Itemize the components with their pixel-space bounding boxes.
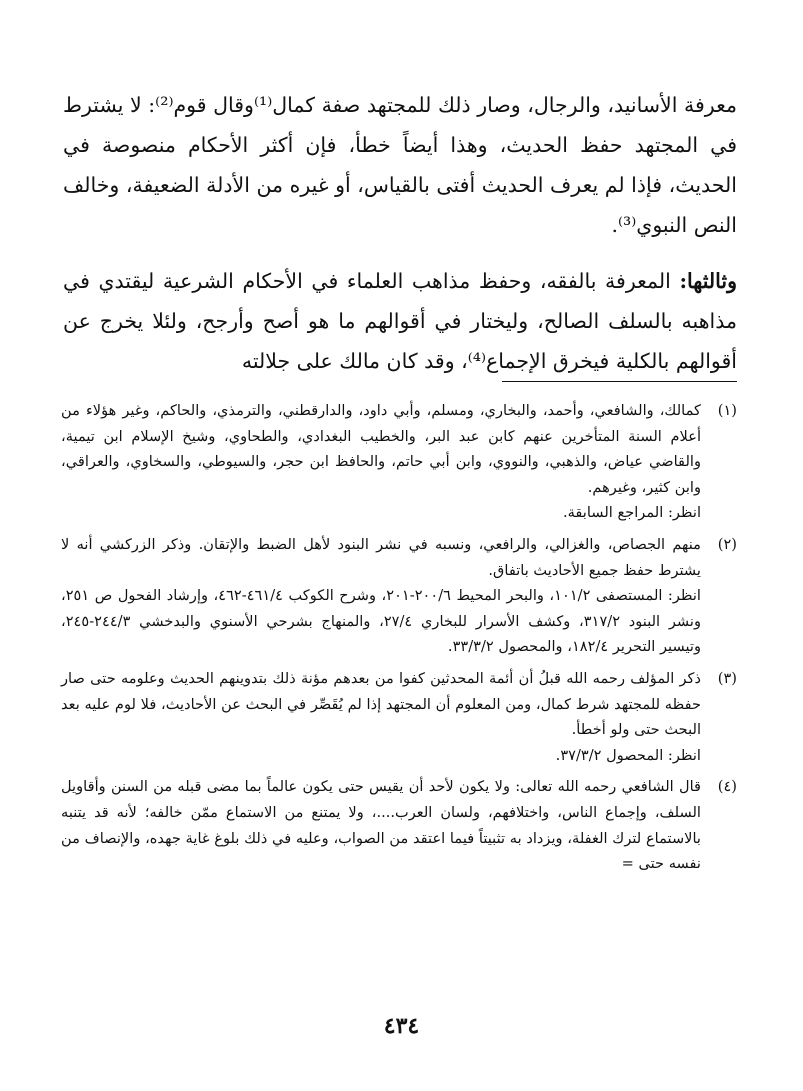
footnote-4 bbox=[61, 774, 737, 876]
footnote-2 bbox=[61, 532, 737, 660]
footnote-number: (٤) bbox=[717, 778, 737, 796]
footnotes bbox=[61, 398, 737, 883]
footnote-number: (٣) bbox=[717, 669, 737, 687]
footnote-text: كمالك، والشافعي، وأحمد، والبخاري، ومسلم، وأبي داود، والدارقطني، والترمذي، والحاكم، وغير هؤلاء من أعلام السنة المتأخرين عنهم كابن عبد البر، والخطيب البغدادي، والطحاوي، وشيخ الإسلام ابن تيمية، والقاضي عياض، والذهبي، والنووي، وابن أبي حاتم، والحافظ ابن حجر، والسيوطي، والسخاوي، والعراقي، وابن كثير، وغيرهم. bbox=[61, 402, 701, 496]
paragraph-1: معرفة الأسانيد، والرجال، وصار ذلك للمجتهد صفة كمال⁽¹⁾وقال قوم⁽²⁾: لا يشترط في المجتهد حفظ الحديث، وهذا أيضاً خطأ، فإن أكثر الأحكام منصوصة في الحديث، فإذا لم يعرف الحديث أفتى بالقياس، أو غيره من الأدلة الضعيفة، وخالف النص النبوي⁽³⁾. bbox=[63, 93, 737, 237]
main-text bbox=[63, 85, 737, 381]
footnote-text: قال الشافعي رحمه الله تعالى: ولا يكون لأحد أن يقيس حتى يكون عالماً بما مضى قبله من السنن وأقاويل السلف، وإجماع الناس، واختلافهم، ولسان العرب....، ولا يمتنع من الاستماع ممّن خالفه؛ لأنه قد يتنبه بالاستماع لترك الغفلة، ويزداد به تثبيتاً فيما اعتقد من الصواب، وعليه في ذلك بلوغ غاية جهده، والإنصاف من نفسه حتى = bbox=[61, 778, 701, 873]
footnote-reference: انظر: المراجع السابقة. bbox=[562, 504, 701, 522]
footnote-number: (٢) bbox=[717, 535, 737, 553]
footnote-separator bbox=[502, 381, 737, 382]
paragraph-2-text: المعرفة بالفقه، وحفظ مذاهب العلماء في الأحكام الشرعية ليقتدي في مذاهبه بالسلف الصالح، وليختار في أقوالهم ما هو أصح وأرجح، ولئلا يخرج عن أقوالهم بالكلية فيخرق الإجماع⁽⁴⁾، وقد كان مالك على جلالته bbox=[63, 269, 737, 373]
page-number: ٤٣٤ bbox=[383, 1013, 420, 1039]
footnote-reference: انظر: المستصفى ١٠١/٢، والبحر المحيط ٢٠٠/٦-٢٠١، وشرح الكوكب ٤٦١/٤-٤٦٢، وإرشاد الفحول ص ٢٥١، ونشر البنود ٣١٧/٢، وكشف الأسرار للبخاري ٢٧/٤، والمنهاج بشرحي الأسنوي والبدخشي ٢٤٤/٣-٢٤٥، وتيسير التحرير ١٨٢/٤، والمحصول ٣٣/٣/٢. bbox=[61, 587, 702, 656]
footnote-text: منهم الجصاص، والغزالي، والرافعي، ونسبه في نشر البنود لأهل الضبط والإتقان. وذكر الزركشي أنه لا يشترط حفظ جميع الأحاديث باتفاق. bbox=[61, 535, 701, 579]
footnote-number: (١) bbox=[717, 402, 737, 419]
footnote-reference: انظر: المحصول ٣٧/٣/٢. bbox=[555, 746, 701, 764]
footnote-text: ذكر المؤلف رحمه الله قبلُ أن أئمة المحدثين كفوا من بعدهم مؤنة ذلك بتدوينهم الحديث وعلومه حتى صار حفظه للمجتهد شرط كمال، ومن المعلوم أن المجتهد إذا لم يُقَصِّر في البحث عن الأحاديث، فلا لوم عليه بعد البحث حتى ولو أخطأ. bbox=[61, 669, 701, 739]
paragraph-2 bbox=[63, 261, 737, 381]
footnote-3 bbox=[61, 666, 737, 768]
footnote-1 bbox=[61, 398, 737, 526]
paragraph-2-lead: وثالثها: bbox=[679, 269, 737, 293]
